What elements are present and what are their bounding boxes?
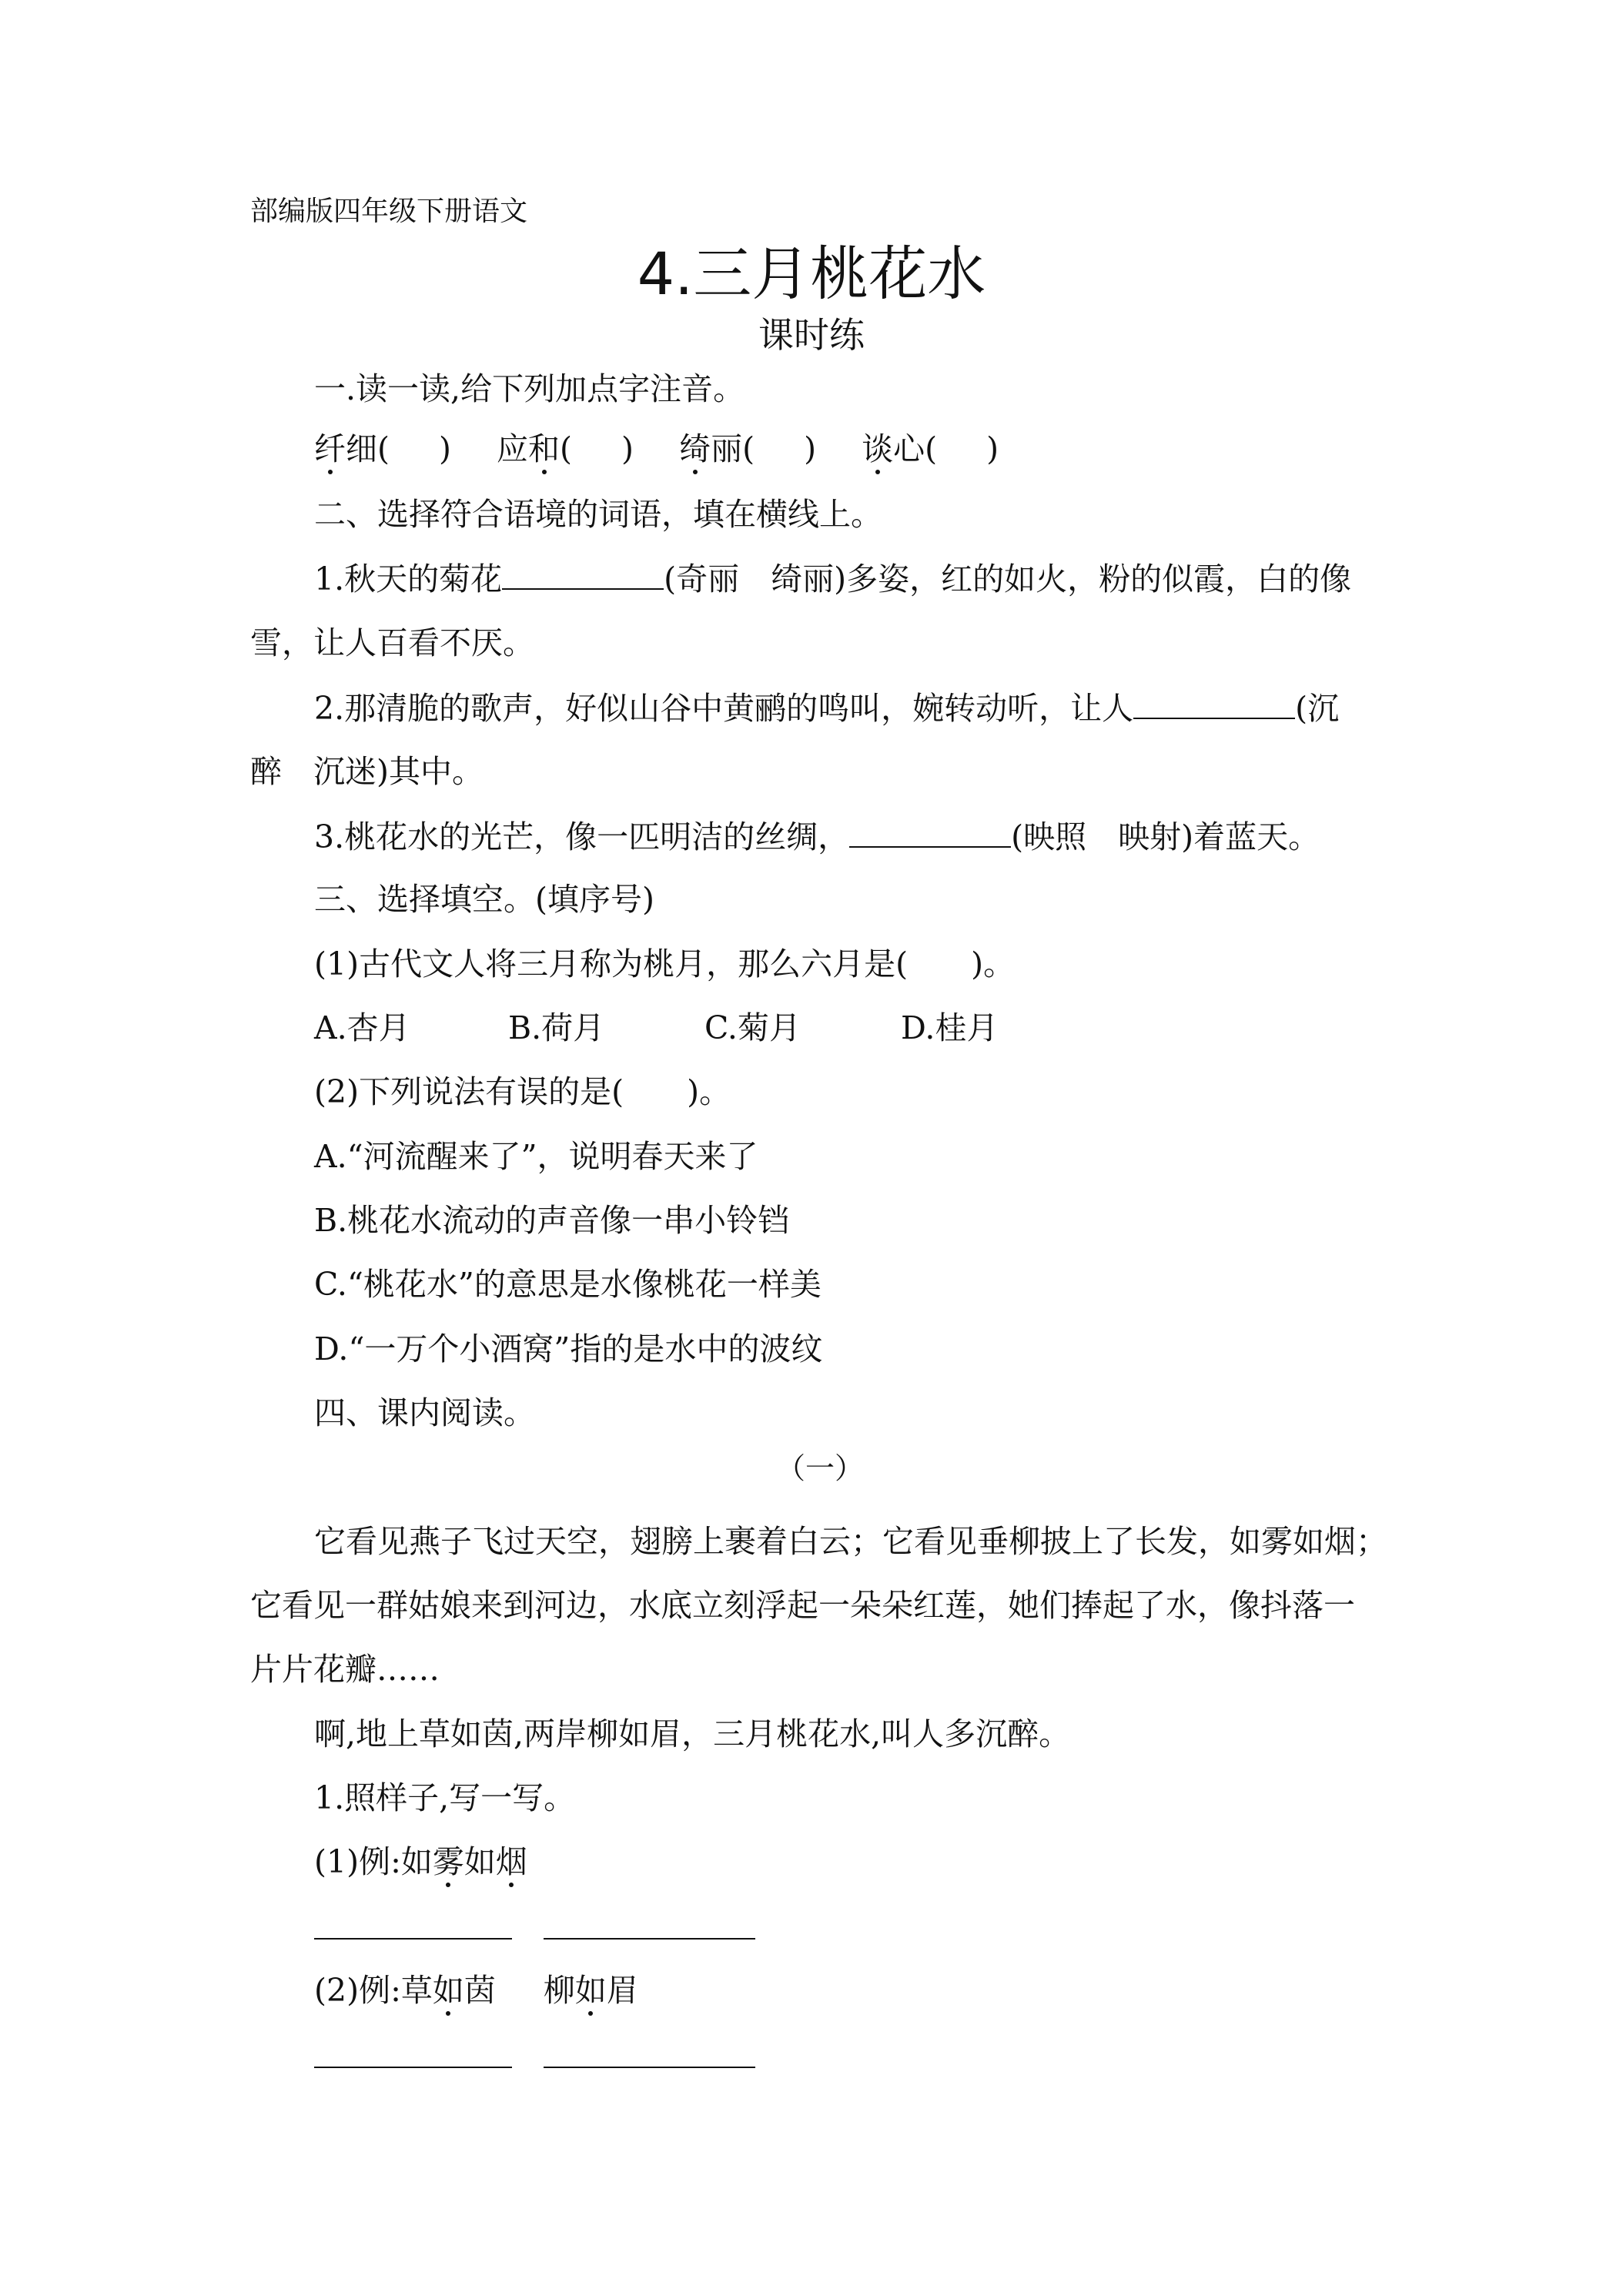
section1-heading: 一.读一读,给下列加点字注音。 (314, 370, 745, 407)
section3-q2-stem: (2)下列说法有误的是( )。 (314, 1073, 731, 1110)
section3-q2-option-d: D.“一万个小酒窝”指的是水中的波纹 (314, 1330, 823, 1367)
section2-q1-cont: 雪，让人百看不厌。 (250, 624, 534, 661)
dotted-char: 如 (574, 1972, 607, 2009)
section3-q1-option-a: A.杏月 (314, 1009, 410, 1046)
section3-q2-option-a: A.“河流醒来了”，说明春天来了 (314, 1138, 758, 1175)
dotted-char: 绮 (679, 430, 711, 467)
example-1: (1)例:如雾如烟 (314, 1843, 527, 1880)
example-2: (2)例:草如茵 柳如眉 (314, 1972, 638, 2009)
section2-q2: 2.那清脆的歌声，好似山谷中黄鹂的鸣叫，婉转动听，让人 (沉 (314, 690, 1340, 727)
section2-heading: 二、选择符合语境的词语，填在横线上。 (314, 496, 882, 533)
dotted-char: 谈 (862, 430, 894, 467)
section3-q1-option-c: C.菊月 (704, 1009, 801, 1046)
dotted-char: 烟 (495, 1843, 527, 1880)
page-subtitle: 课时练 (758, 314, 865, 356)
section2-q2-cont: 醉 沉迷)其中。 (250, 753, 484, 790)
section4-heading: 四、课内阅读。 (314, 1394, 535, 1431)
section3-q2-option-c: C.“桃花水”的意思是水像桃花一样美 (314, 1266, 822, 1303)
passage-line-2: 它看见一群姑娘来到河边，水底立刻浮起一朵朵红莲，她们捧起了水，像抖落一 (250, 1587, 1355, 1624)
dotted-char: 纤 (314, 430, 346, 467)
passage-line-1: 它看见燕子飞过天空，翅膀上裹着白云；它看见垂柳披上了长发，如雾如烟； (314, 1523, 1387, 1560)
section3-q1-option-b: B.荷月 (508, 1009, 605, 1046)
pinyin-item-3: 绮丽( ) (679, 430, 817, 467)
section3-q1-stem: (1)古代文人将三月称为桃月，那么六月是( )。 (314, 946, 1016, 982)
section2-q3: 3.桃花水的光芒，像一匹明洁的丝绸， (映照 映射)着蓝天。 (314, 818, 1320, 855)
section3-q1-option-d: D.桂月 (901, 1009, 999, 1046)
fill-blank[interactable] (849, 820, 1011, 848)
header-note: 部编版四年级下册语文 (250, 196, 528, 227)
pinyin-item-1: 纤细( ) (314, 430, 451, 467)
answer-line[interactable] (544, 1938, 755, 1940)
section3-q2-option-b: B.桃花水流动的声音像一串小铃铛 (314, 1202, 790, 1239)
answer-line[interactable] (314, 1938, 512, 1940)
pinyin-items-row (314, 430, 999, 467)
passage-part-label: （一） (776, 1451, 865, 1485)
section4-task: 1.照样子,写一写。 (314, 1779, 576, 1816)
passage-line-4: 啊,地上草如茵,两岸柳如眉，三月桃花水,叫人多沉醉。 (314, 1715, 1071, 1752)
fill-blank[interactable] (1133, 691, 1295, 719)
section2-q1: 1.秋天的菊花 (奇丽 绮丽)多姿，红的如火，粉的似霞，白的像 (314, 561, 1352, 597)
pinyin-item-2: 应和( ) (497, 430, 634, 467)
passage-line-3: 片片花瓣…… (250, 1651, 440, 1688)
dotted-char: 雾 (432, 1843, 464, 1880)
section3-heading: 三、选择填空。(填序号) (314, 881, 654, 918)
answer-line[interactable] (544, 2067, 755, 2068)
page-title: 4.三月桃花水 (637, 239, 986, 308)
pinyin-item-4: 谈心( ) (862, 430, 999, 467)
fill-blank[interactable] (502, 562, 664, 590)
answer-line[interactable] (314, 2067, 512, 2068)
dotted-char: 和 (528, 430, 561, 467)
dotted-char: 如 (432, 1972, 464, 2009)
